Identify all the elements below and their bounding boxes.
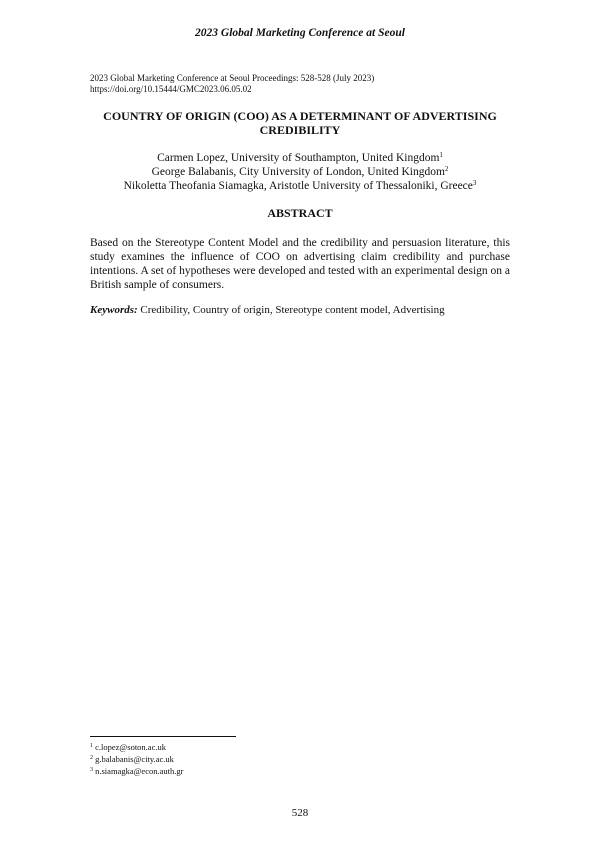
author-line <box>60 179 540 193</box>
author-affiliation: Nikoletta Theofania Siamagka, Aristotle University of Thessaloniki, Greece <box>123 180 473 192</box>
proceedings-line: 2023 Global Marketing Conference at Seoul Proceedings: 528-528 (July 2023) <box>90 73 375 83</box>
author-line <box>60 151 540 165</box>
footnote-email: n.siamagka@econ.auth.gr <box>95 766 184 776</box>
footnote-mark: 1 <box>90 743 93 749</box>
publication-meta <box>90 73 374 95</box>
author-affiliation: George Balabanis, City University of London, United Kingdom <box>151 166 445 178</box>
footnote-email: g.balabanis@city.ac.uk <box>95 754 174 764</box>
footnote <box>90 765 183 777</box>
footnote-mark: 3 <box>90 767 93 773</box>
footnote-mark: 1 <box>439 151 443 159</box>
footnotes <box>90 741 183 777</box>
footnote <box>90 753 183 765</box>
keywords <box>90 303 510 317</box>
paper-title: COUNTRY OF ORIGIN (COO) AS A DETERMINANT OF ADVERTISING CREDIBILITY <box>103 109 497 137</box>
keywords-label: Keywords: <box>90 304 138 316</box>
author-list <box>60 151 540 193</box>
page-number: 528 <box>291 807 309 819</box>
author-line <box>60 165 540 179</box>
footnote-mark: 2 <box>444 165 449 173</box>
footnote-mark: 3 <box>472 179 477 187</box>
doi-link[interactable]: https://doi.org/10.15444/GMC2023.06.05.02 <box>90 84 252 94</box>
abstract-body: Based on the Stereotype Content Model and the credibility and persuasion literature, this study examines the influence of COO on advertising claim credibility and purchase intentions. A set of hypotheses were developed and tested with an experimental design on a British sample of consumers. <box>90 237 510 291</box>
footnote-email: c.lopez@soton.ac.uk <box>95 742 166 752</box>
footnote <box>90 741 183 753</box>
keywords-text: Credibility, Country of origin, Stereotype content model, Advertising <box>140 304 445 316</box>
author-affiliation: Carmen Lopez, University of Southampton, United Kingdom <box>157 152 440 164</box>
abstract-heading: ABSTRACT <box>267 206 333 220</box>
running-header: 2023 Global Marketing Conference at Seoul <box>195 27 405 39</box>
footnote-mark: 2 <box>90 755 93 761</box>
footnote-divider <box>90 736 236 737</box>
